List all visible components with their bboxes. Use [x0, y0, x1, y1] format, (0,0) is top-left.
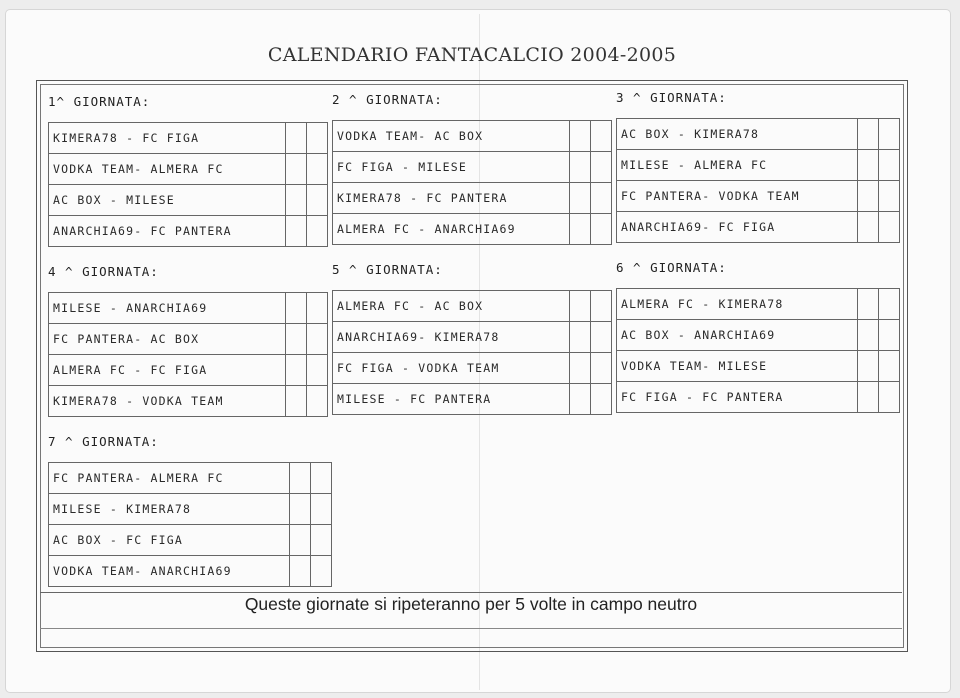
home-score-cell [570, 384, 591, 415]
home-score-cell [290, 494, 311, 525]
match-row [617, 212, 900, 243]
away-score-cell [879, 351, 900, 382]
round-header: 4 ^ GIORNATA: [48, 264, 159, 279]
match-cell: MILESE - ALMERA FC [617, 150, 858, 181]
away-score-cell [311, 525, 332, 556]
home-score-cell [570, 121, 591, 152]
page-title: CALENDARIO FANTACALCIO 2004-2005 [267, 44, 677, 66]
away-score-cell [307, 386, 328, 417]
match-cell: ANARCHIA69- KIMERA78 [333, 322, 570, 353]
round-header: 2 ^ GIORNATA: [332, 92, 443, 107]
match-row [617, 119, 900, 150]
match-row [333, 183, 612, 214]
match-cell: ALMERA FC - AC BOX [333, 291, 570, 322]
footer-divider [40, 628, 902, 629]
round-header: 1^ GIORNATA: [48, 94, 151, 109]
home-score-cell [570, 322, 591, 353]
round-7 [48, 434, 332, 587]
away-score-cell [591, 322, 612, 353]
home-score-cell [858, 320, 879, 351]
match-row [49, 293, 328, 324]
match-row [49, 494, 332, 525]
match-row [333, 214, 612, 245]
home-score-cell [858, 212, 879, 243]
match-cell: FC FIGA - FC PANTERA [617, 382, 858, 413]
match-cell: KIMERA78 - VODKA TEAM [49, 386, 286, 417]
match-row [49, 386, 328, 417]
home-score-cell [290, 556, 311, 587]
home-score-cell [858, 351, 879, 382]
match-cell: ALMERA FC - KIMERA78 [617, 289, 858, 320]
match-row [617, 150, 900, 181]
match-cell: VODKA TEAM- MILESE [617, 351, 858, 382]
home-score-cell [286, 355, 307, 386]
match-cell: MILESE - ANARCHIA69 [49, 293, 286, 324]
away-score-cell [879, 119, 900, 150]
match-cell: VODKA TEAM- AC BOX [333, 121, 570, 152]
away-score-cell [879, 382, 900, 413]
match-row [49, 525, 332, 556]
match-table [48, 462, 332, 587]
match-table [48, 122, 328, 247]
away-score-cell [311, 556, 332, 587]
match-table [616, 118, 900, 243]
home-score-cell [570, 353, 591, 384]
away-score-cell [307, 324, 328, 355]
match-cell: VODKA TEAM- ALMERA FC [49, 154, 286, 185]
home-score-cell [286, 154, 307, 185]
match-row [49, 154, 328, 185]
match-row [49, 556, 332, 587]
away-score-cell [879, 150, 900, 181]
home-score-cell [286, 123, 307, 154]
round-header: 3 ^ GIORNATA: [616, 90, 727, 105]
away-score-cell [311, 494, 332, 525]
match-table [48, 292, 328, 417]
away-score-cell [307, 154, 328, 185]
match-table [332, 120, 612, 245]
round-header: 7 ^ GIORNATA: [48, 434, 159, 449]
round-header: 6 ^ GIORNATA: [616, 260, 727, 275]
home-score-cell [570, 183, 591, 214]
home-score-cell [286, 293, 307, 324]
match-row [617, 382, 900, 413]
away-score-cell [591, 291, 612, 322]
match-row [333, 384, 612, 415]
home-score-cell [286, 216, 307, 247]
away-score-cell [307, 355, 328, 386]
round-header: 5 ^ GIORNATA: [332, 262, 443, 277]
round-4 [48, 264, 328, 417]
match-cell: FC FIGA - VODKA TEAM [333, 353, 570, 384]
match-table [332, 290, 612, 415]
home-score-cell [570, 152, 591, 183]
match-cell: FC PANTERA- AC BOX [49, 324, 286, 355]
match-cell: FC FIGA - MILESE [333, 152, 570, 183]
home-score-cell [290, 525, 311, 556]
match-cell: ALMERA FC - ANARCHIA69 [333, 214, 570, 245]
home-score-cell [570, 291, 591, 322]
home-score-cell [286, 324, 307, 355]
match-cell: MILESE - KIMERA78 [49, 494, 290, 525]
match-row [333, 322, 612, 353]
round-2 [332, 92, 612, 245]
away-score-cell [591, 214, 612, 245]
match-cell: VODKA TEAM- ANARCHIA69 [49, 556, 290, 587]
away-score-cell [591, 121, 612, 152]
match-row [49, 355, 328, 386]
footer-note: Queste giornate si ripeteranno per 5 volte in campo neutro [244, 594, 698, 614]
match-cell: FC PANTERA- VODKA TEAM [617, 181, 858, 212]
match-cell: AC BOX - KIMERA78 [617, 119, 858, 150]
match-cell: KIMERA78 - FC FIGA [49, 123, 286, 154]
match-row [617, 351, 900, 382]
home-score-cell [858, 150, 879, 181]
match-row [49, 185, 328, 216]
away-score-cell [307, 293, 328, 324]
match-row [49, 216, 328, 247]
home-score-cell [290, 463, 311, 494]
match-row [333, 121, 612, 152]
away-score-cell [879, 289, 900, 320]
away-score-cell [307, 216, 328, 247]
away-score-cell [307, 185, 328, 216]
match-cell: AC BOX - MILESE [49, 185, 286, 216]
match-row [333, 353, 612, 384]
home-score-cell [858, 119, 879, 150]
match-cell: ANARCHIA69- FC FIGA [617, 212, 858, 243]
round-5 [332, 262, 612, 415]
match-row [617, 320, 900, 351]
round-6 [616, 260, 900, 413]
match-cell: AC BOX - FC FIGA [49, 525, 290, 556]
match-row [617, 289, 900, 320]
match-cell: ALMERA FC - FC FIGA [49, 355, 286, 386]
match-row [49, 123, 328, 154]
match-cell: FC PANTERA- ALMERA FC [49, 463, 290, 494]
home-score-cell [858, 289, 879, 320]
round-1 [48, 94, 328, 247]
match-row [49, 324, 328, 355]
away-score-cell [879, 212, 900, 243]
away-score-cell [591, 384, 612, 415]
away-score-cell [879, 181, 900, 212]
match-cell: ANARCHIA69- FC PANTERA [49, 216, 286, 247]
away-score-cell [311, 463, 332, 494]
match-row [333, 291, 612, 322]
home-score-cell [570, 214, 591, 245]
match-cell: AC BOX - ANARCHIA69 [617, 320, 858, 351]
match-cell: KIMERA78 - FC PANTERA [333, 183, 570, 214]
away-score-cell [879, 320, 900, 351]
match-table [616, 288, 900, 413]
round-3 [616, 90, 900, 243]
match-row [617, 181, 900, 212]
match-row [49, 463, 332, 494]
home-score-cell [858, 181, 879, 212]
away-score-cell [307, 123, 328, 154]
match-row [333, 152, 612, 183]
home-score-cell [286, 185, 307, 216]
away-score-cell [591, 353, 612, 384]
home-score-cell [858, 382, 879, 413]
match-cell: MILESE - FC PANTERA [333, 384, 570, 415]
away-score-cell [591, 152, 612, 183]
away-score-cell [591, 183, 612, 214]
home-score-cell [286, 386, 307, 417]
